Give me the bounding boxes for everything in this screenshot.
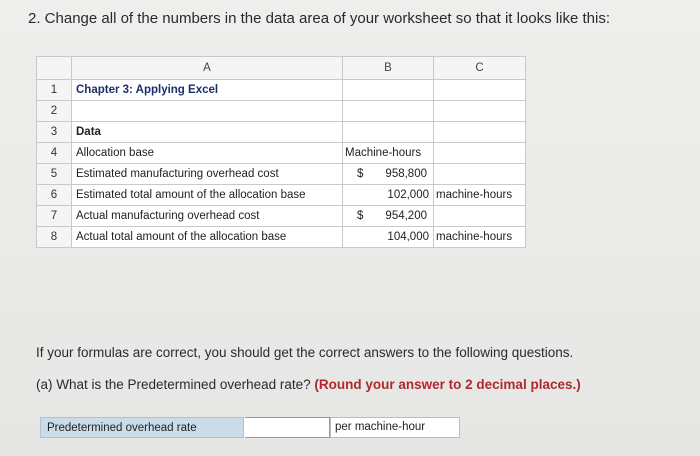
question-intro: If your formulas are correct, you should get the correct answers to the following questions. <box>36 345 574 360</box>
cell-value: 954,200 <box>385 210 427 222</box>
cell-c2 <box>434 101 526 122</box>
spreadsheet <box>36 56 526 248</box>
cell-a4: Allocation base <box>72 143 343 164</box>
row-number: 3 <box>37 122 72 143</box>
table-row <box>37 143 526 164</box>
cell-value: 958,800 <box>385 168 427 180</box>
cell-a1: Chapter 3: Applying Excel <box>72 80 343 101</box>
cell-b5 <box>343 164 434 185</box>
column-header-row <box>37 57 526 80</box>
row-number: 4 <box>37 143 72 164</box>
row-number: 2 <box>37 101 72 122</box>
cell-b1 <box>343 80 434 101</box>
table-row <box>37 185 526 206</box>
overhead-rate-input[interactable] <box>244 417 330 438</box>
cell-a8: Actual total amount of the allocation base <box>72 227 343 248</box>
question-a <box>36 377 581 392</box>
answer-label: Predetermined overhead rate <box>40 417 244 438</box>
column-header-b: B <box>343 57 434 80</box>
question-a-text: (a) What is the Predetermined overhead rate? <box>36 377 311 392</box>
cell-a5: Estimated manufacturing overhead cost <box>72 164 343 185</box>
table-row <box>37 80 526 101</box>
table-row <box>37 227 526 248</box>
cell-c7 <box>434 206 526 227</box>
cell-b7 <box>343 206 434 227</box>
cell-a2 <box>72 101 343 122</box>
currency-symbol: $ <box>357 210 364 222</box>
cell-b3 <box>343 122 434 143</box>
cell-c3 <box>434 122 526 143</box>
column-header-c: C <box>434 57 526 80</box>
row-number: 7 <box>37 206 72 227</box>
cell-a6: Estimated total amount of the allocation base <box>72 185 343 206</box>
cell-c1 <box>434 80 526 101</box>
cell-b4: Machine-hours <box>343 143 434 164</box>
question-a-emphasis: (Round your answer to 2 decimal places.) <box>314 377 581 392</box>
cell-b6: 102,000 <box>343 185 434 206</box>
column-header-a: A <box>72 57 343 80</box>
table-row <box>37 101 526 122</box>
cell-b8: 104,000 <box>343 227 434 248</box>
row-number: 1 <box>37 80 72 101</box>
table-row <box>37 122 526 143</box>
row-number: 5 <box>37 164 72 185</box>
corner-cell <box>37 57 72 80</box>
answer-row <box>40 417 460 439</box>
row-number: 8 <box>37 227 72 248</box>
cell-c6: machine-hours <box>434 185 526 206</box>
table-row <box>37 206 526 227</box>
cell-c4 <box>434 143 526 164</box>
cell-a7: Actual manufacturing overhead cost <box>72 206 343 227</box>
cell-b2 <box>343 101 434 122</box>
cell-a3: Data <box>72 122 343 143</box>
cell-c8: machine-hours <box>434 227 526 248</box>
row-number: 6 <box>37 185 72 206</box>
currency-symbol: $ <box>357 168 364 180</box>
table-row <box>37 164 526 185</box>
answer-unit: per machine-hour <box>330 417 460 438</box>
cell-c5 <box>434 164 526 185</box>
instruction-text: 2. Change all of the numbers in the data area of your worksheet so that it looks like this: <box>28 10 610 27</box>
